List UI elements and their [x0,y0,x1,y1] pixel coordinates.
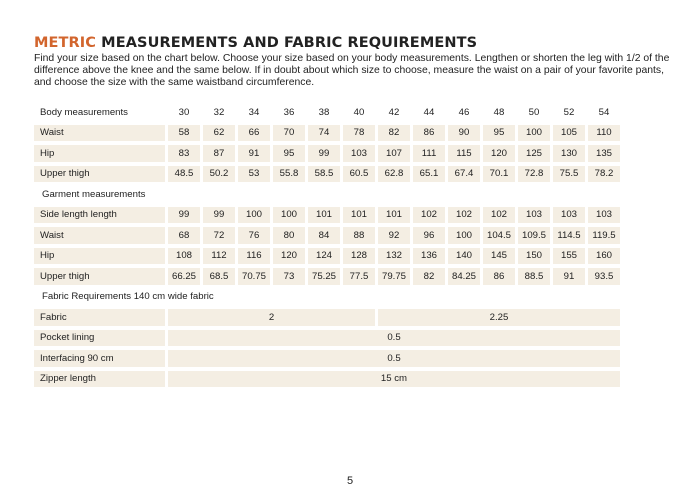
table-cell: 150 [518,248,550,265]
table-cell: 160 [588,248,620,265]
table-cell: 88 [343,227,375,244]
table-cell: 66.25 [168,268,200,285]
table-cell: 68.5 [203,268,235,285]
table-row [34,145,620,162]
size-header-cell: 54 [598,106,610,118]
table-cell: 80 [273,227,305,244]
table-cell: 93.5 [588,268,620,285]
table-cell: 74 [308,125,340,142]
table-cell: 99 [308,145,340,162]
size-header-cell: 32 [213,106,225,118]
table-cell: 91 [238,145,270,162]
table-cell: 102 [448,207,480,224]
pocket-value-cell: 0.5 [168,330,620,347]
row-label: Fabric [34,309,165,326]
table-row [34,207,620,224]
section-header-body: Body measurements [40,106,128,118]
table-row [34,227,620,244]
table-cell: 86 [413,125,445,142]
section-header-garment: Garment measurements [42,188,146,200]
table-cell: 84.25 [448,268,480,285]
zipper-row [34,371,620,388]
table-cell: 103 [553,207,585,224]
row-label: Hip [34,145,165,162]
table-cell: 70.75 [238,268,270,285]
table-cell: 68 [168,227,200,244]
table-cell: 73 [273,268,305,285]
table-cell: 58 [168,125,200,142]
table-cell: 100 [273,207,305,224]
table-cell: 145 [483,248,515,265]
table-cell: 70.1 [483,166,515,183]
table-cell: 103 [343,145,375,162]
table-cell: 75.25 [308,268,340,285]
table-cell: 124 [308,248,340,265]
table-cell: 128 [343,248,375,265]
table-cell: 101 [343,207,375,224]
table-cell: 99 [203,207,235,224]
table-cell: 96 [413,227,445,244]
size-chart-body [34,104,620,387]
table-cell: 90 [448,125,480,142]
table-row [34,268,620,285]
table-cell: 95 [483,125,515,142]
title-accent: METRIC [34,35,97,51]
table-cell: 70 [273,125,305,142]
table-cell: 130 [553,145,585,162]
size-chart [31,100,623,391]
table-cell: 101 [308,207,340,224]
table-cell: 62.8 [378,166,410,183]
table-cell: 115 [448,145,480,162]
table-cell: 135 [588,145,620,162]
table-cell: 114.5 [553,227,585,244]
size-header-cell: 50 [528,106,540,118]
table-cell: 99 [168,207,200,224]
table-cell: 120 [483,145,515,162]
table-cell: 125 [518,145,550,162]
size-header-cell: 34 [248,106,260,118]
row-label: Upper thigh [34,268,165,285]
table-row [34,248,620,265]
table-cell: 88.5 [518,268,550,285]
row-label: Waist [34,227,165,244]
table-cell: 91 [553,268,585,285]
size-header-cell: 48 [493,106,505,118]
row-label: Hip [34,248,165,265]
fabric-small-sizes-cell: 2 [168,309,375,326]
table-cell: 132 [378,248,410,265]
table-row [34,166,620,183]
body-measurements-header-row [34,104,620,121]
table-cell: 103 [518,207,550,224]
table-cell: 100 [518,125,550,142]
fabric-large-sizes-cell: 2.25 [378,309,620,326]
title-rest: MEASUREMENTS AND FABRIC REQUIREMENTS [96,35,478,51]
table-cell: 87 [203,145,235,162]
size-header-cell: 40 [353,106,365,118]
table-cell: 102 [413,207,445,224]
fabric-requirements-header-row [34,289,620,306]
table-cell: 120 [273,248,305,265]
table-cell: 119.5 [588,227,620,244]
table-cell: 103 [588,207,620,224]
table-cell: 140 [448,248,480,265]
size-header-cell: 44 [423,106,435,118]
table-cell: 62 [203,125,235,142]
row-label: Side length length [34,207,165,224]
table-cell: 77.5 [343,268,375,285]
row-label: Interfacing 90 cm [34,350,165,367]
table-cell: 82 [413,268,445,285]
table-cell: 102 [483,207,515,224]
table-cell: 107 [378,145,410,162]
table-cell: 78 [343,125,375,142]
table-cell: 109.5 [518,227,550,244]
table-cell: 112 [203,248,235,265]
table-cell: 55.8 [273,166,305,183]
pocket-row [34,330,620,347]
table-cell: 101 [378,207,410,224]
table-cell: 92 [378,227,410,244]
table-cell: 104.5 [483,227,515,244]
size-header-cell: 38 [318,106,330,118]
table-cell: 66 [238,125,270,142]
row-label: Pocket lining [34,330,165,347]
page-title [34,35,477,51]
table-cell: 83 [168,145,200,162]
table-cell: 75.5 [553,166,585,183]
table-cell: 60.5 [343,166,375,183]
table-cell: 155 [553,248,585,265]
size-header-cell: 30 [178,106,190,118]
table-cell: 72 [203,227,235,244]
table-cell: 100 [238,207,270,224]
row-label: Upper thigh [34,166,165,183]
table-cell: 79.75 [378,268,410,285]
garment-measurements-header-row [34,186,620,203]
table-cell: 108 [168,248,200,265]
row-label: Zipper length [34,371,165,388]
table-cell: 67.4 [448,166,480,183]
table-cell: 105 [553,125,585,142]
table-cell: 100 [448,227,480,244]
size-header-cell: 46 [458,106,470,118]
size-header-cell: 52 [563,106,575,118]
table-cell: 78.2 [588,166,620,183]
row-label: Waist [34,125,165,142]
table-cell: 72.8 [518,166,550,183]
table-cell: 136 [413,248,445,265]
interfacing-row [34,350,620,367]
size-header-cell: 42 [388,106,400,118]
table-cell: 84 [308,227,340,244]
table-cell: 82 [378,125,410,142]
table-cell: 65.1 [413,166,445,183]
table-cell: 111 [413,145,445,162]
table-cell: 50.2 [203,166,235,183]
table-cell: 86 [483,268,515,285]
zipper-value-cell: 15 cm [168,371,620,388]
page-number: 5 [346,475,354,487]
table-row [34,125,620,142]
table-cell: 110 [588,125,620,142]
table-cell: 48.5 [168,166,200,183]
table-cell: 76 [238,227,270,244]
section-header-fabric: Fabric Requirements 140 cm wide fabric [42,291,214,303]
table-cell: 95 [273,145,305,162]
table-cell: 116 [238,248,270,265]
interfacing-value-cell: 0.5 [168,350,620,367]
size-header-cell: 36 [283,106,295,118]
intro-paragraph: Find your size based on the chart below. Choose your size based on your body measurements. Lengthen or shorten the leg with 1/2 of the difference above the knee and the same below. If in doubt about which size to choose, measure the waist on a pair of your favorite pants, and choose the size with the same waistband circumference. [34,53,670,89]
table-cell: 53 [238,166,270,183]
table-cell: 58.5 [308,166,340,183]
fabric-row [34,309,620,326]
